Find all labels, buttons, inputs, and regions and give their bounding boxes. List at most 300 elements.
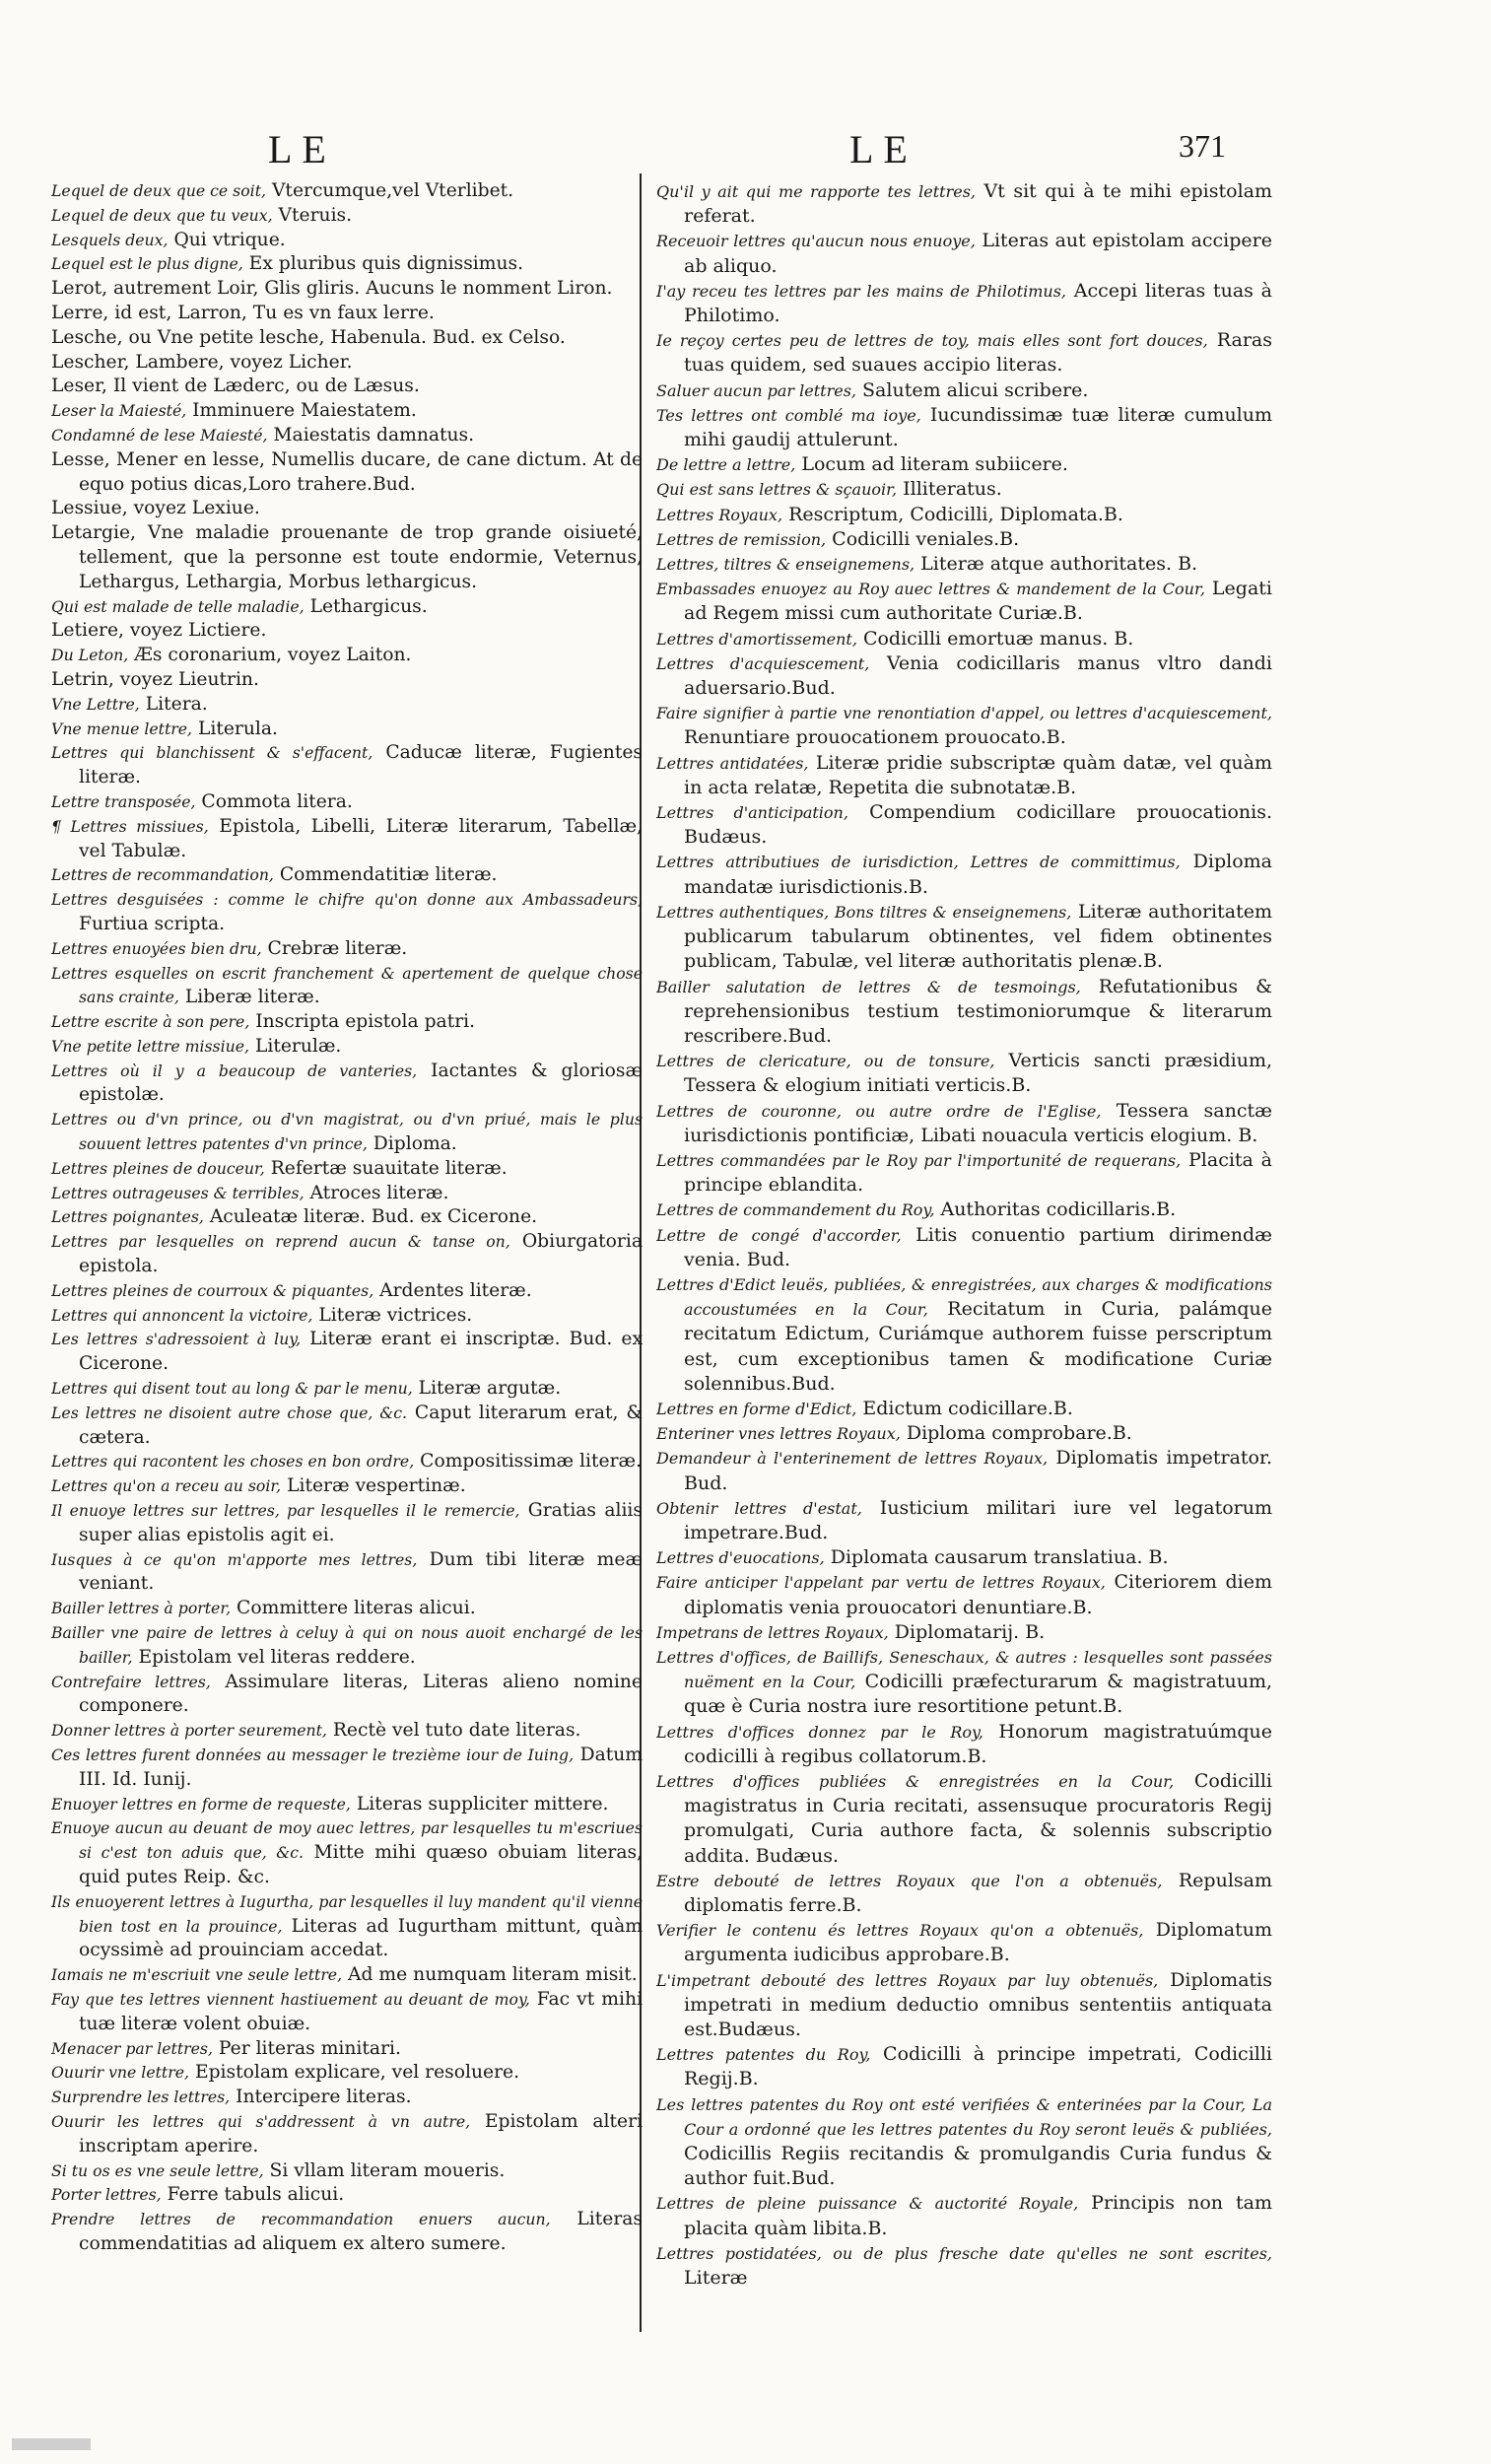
latin-translation: Lessiue, voyez Lexiue. — [51, 498, 260, 519]
dictionary-entry — [51, 2061, 643, 2086]
dictionary-entry — [51, 668, 643, 693]
french-phrase: ¶ Lettres missiues, — [51, 816, 209, 836]
latin-translation: Ferre tabuls alicui. — [161, 2184, 345, 2206]
dictionary-entry — [51, 1988, 643, 2037]
dictionary-entry — [51, 252, 643, 277]
latin-translation: Literæ pridie subscriptæ quàm datæ, vel quàm in acta relatæ, Repetita die subnotatæ.B. — [684, 751, 1272, 798]
french-phrase: Ils enuoyerent lettres à Iugurtha, par lesquelles il luy mandent qu'il vienne bien tost en la prouince, — [51, 1891, 643, 1936]
latin-translation: Recitatum in Curia, palámque recitatum Edictum, Curiámque authorem fuisse perscriptum est, cum exceptionibus tamen & modificatione Curiæ solennibus.Bud. — [684, 1298, 1272, 1395]
latin-translation: Repulsam diplomatis ferre.B. — [684, 1869, 1272, 1917]
dictionary-entry — [656, 900, 1272, 975]
dictionary-entry — [51, 1671, 643, 1720]
dictionary-entry — [51, 497, 643, 521]
dictionary-entry — [51, 2208, 643, 2257]
french-phrase: Les lettres s'adressoient à luy, — [51, 1330, 302, 1349]
french-phrase: Lettres, tiltres & enseignemens, — [656, 555, 915, 575]
latin-translation: Literas suppliciter mittere. — [350, 1793, 609, 1814]
latin-translation: Principis non tam placita quàm libita.B. — [684, 2192, 1272, 2239]
french-phrase: Les lettres ne disoient autre chose que, &c. — [51, 1403, 408, 1422]
french-phrase: Vne Lettre, — [51, 694, 140, 714]
latin-translation: Vtercumque,vel Vterlibet. — [266, 180, 514, 201]
latin-translation: Lescher, Lambere, voyez Licher. — [51, 351, 353, 373]
french-phrase: Lettres de recommandation, — [51, 865, 274, 885]
french-phrase: Bailler vne paire de lettres à celuy à qui on nous auoit enchargé de les bailler, — [51, 1623, 643, 1667]
latin-translation: Per literas minitari. — [212, 2037, 401, 2059]
dictionary-entry — [51, 521, 643, 594]
french-phrase: Lettres d'offices, de Baillifs, Seneschaux, & autres : lesquelles sont passées nuëment en la Cour, — [656, 1647, 1272, 1692]
french-phrase: Lettres qui blanchissent & s'effacent, — [51, 743, 373, 763]
french-phrase: Porter lettres, — [51, 2185, 162, 2205]
latin-translation: Commendatitiæ literæ. — [273, 864, 498, 886]
latin-translation: Diplomata causarum translatiua. B. — [824, 1546, 1169, 1569]
left-running-head: LE — [268, 127, 336, 171]
right-column — [656, 179, 1272, 2338]
french-phrase: Lesquels deux, — [51, 230, 169, 249]
french-phrase: Lequel est le plus digne, — [51, 254, 243, 274]
french-phrase: Lettre escrite à son pere, — [51, 1012, 250, 1032]
latin-translation: Committere literas alicui. — [231, 1598, 476, 1619]
dictionary-entry — [656, 1446, 1272, 1495]
french-phrase: Ouurir vne lettre, — [51, 2063, 189, 2083]
latin-translation: Datum III. Id. Iunij. — [79, 1745, 643, 1790]
french-phrase: Enuoye aucun au deuant de moy auec lettres, par lesquelles tu m'escriues si c'est ton aduis que, &c. — [51, 1818, 643, 1863]
dictionary-entry — [51, 204, 643, 229]
dictionary-entry — [656, 527, 1272, 552]
latin-translation: Iactantes & gloriosæ epistolæ. — [79, 1060, 643, 1106]
latin-translation: Intercipere literas. — [230, 2087, 412, 2108]
french-phrase: Qui est malade de telle maladie, — [51, 596, 305, 616]
dictionary-entry — [51, 2183, 643, 2208]
latin-translation: Caducæ literæ, Fugientes literæ. — [79, 742, 643, 788]
dictionary-entry — [656, 1570, 1272, 1619]
dictionary-entry — [51, 619, 643, 644]
dictionary-entry — [656, 850, 1272, 899]
french-phrase: Lettres attributiues de iurisdiction, Lettres de committimus, — [656, 853, 1181, 872]
latin-translation: Letiere, voyez Lictiere. — [51, 620, 267, 642]
dictionary-entry — [656, 503, 1272, 527]
dictionary-entry — [656, 552, 1272, 577]
latin-translation: Maiestatis damnatus. — [267, 424, 475, 445]
latin-translation: Fac vt mihi tuæ literæ volent obuiæ. — [79, 1988, 643, 2034]
french-phrase: Fay que tes lettres viennent hastiuement au deuant de moy, — [51, 1989, 530, 2009]
dictionary-entry — [51, 1035, 643, 1060]
french-phrase: Obtenir lettres d'estat, — [656, 1498, 862, 1518]
dictionary-entry — [656, 2092, 1272, 2192]
latin-translation: Tessera sanctæ iurisdictionis pontificiæ, Libati nouacula verticis elogium. B. — [684, 1099, 1272, 1146]
dictionary-entry — [656, 1099, 1272, 1148]
dictionary-entry — [656, 1720, 1272, 1769]
dictionary-entry — [51, 1499, 643, 1548]
right-running-head: LE — [849, 127, 917, 171]
dictionary-entry — [51, 1816, 643, 1889]
latin-translation: Diplomatis impetrator. Bud. — [684, 1447, 1272, 1494]
french-phrase: Il enuoye lettres sur lettres, par lesquelles il le remercie, — [51, 1501, 520, 1521]
latin-translation: Atroces literæ. — [304, 1182, 449, 1203]
latin-translation: Inscripta epistola patri. — [249, 1011, 476, 1033]
french-phrase: Lettres postidatées, ou de plus fresche date qu'elles ne sont escrites, — [656, 2243, 1272, 2263]
latin-translation: Authoritas codicillaris.B. — [934, 1198, 1177, 1221]
french-phrase: Enteriner vnes lettres Royaux, — [656, 1424, 901, 1444]
french-phrase: Lettres qu'on a receu au soir, — [51, 1476, 282, 1496]
dictionary-entry — [51, 1010, 643, 1035]
dictionary-entry — [51, 937, 643, 962]
french-phrase: Lettres de commandement du Roy, — [656, 1200, 935, 1220]
dictionary-entry — [51, 962, 643, 1011]
latin-translation: Litis conuentio partium dirimendæ venia. Bud. — [684, 1223, 1272, 1270]
french-phrase: Embassades enuoyez au Roy auec lettres & mandement de la Cour, — [656, 580, 1205, 599]
dictionary-entry — [51, 448, 643, 498]
french-phrase: Lettres d'euocations, — [656, 1548, 825, 1568]
french-phrase: Les lettres patentes du Roy ont esté verifiées & enterinées par la Cour, La Cour a ordonné que les lettres patentes du Roy seront leuës & publiées, — [656, 2094, 1272, 2139]
french-phrase: Lettres d'Edict leuës, publiées, & enregistrées, aux charges & modifications accoustumées en la Cour, — [656, 1274, 1272, 1320]
dictionary-entry — [51, 1793, 643, 1817]
dictionary-entry — [656, 1272, 1272, 1397]
dictionary-entry — [51, 2037, 643, 2062]
latin-translation: Diploma comprobare.B. — [900, 1422, 1132, 1445]
latin-translation: Leser, Il vient de Læderc, ou de Læsus. — [51, 376, 420, 397]
dictionary-entry — [51, 1328, 643, 1377]
latin-translation: Æs coronarium, voyez Laiton. — [128, 645, 412, 666]
latin-translation: Raras tuas quidem, sed suaues accipio literas. — [684, 329, 1272, 376]
french-phrase: Lettres qui racontent les choses en bon ordre, — [51, 1452, 415, 1472]
latin-translation: Codicilli veniales.B. — [826, 527, 1020, 550]
french-phrase: Lequel de deux que ce soit, — [51, 181, 266, 200]
french-phrase: Lettres patentes du Roy, — [656, 2045, 871, 2065]
latin-translation: Literas aut epistolam accipere ab aliquo. — [684, 230, 1272, 277]
latin-translation: Citeriorem diem diplomatis venia prouocatori denuntiare.B. — [684, 1571, 1272, 1618]
latin-translation: Assimulare literas, Literas alieno nomine componere. — [79, 1671, 643, 1717]
latin-translation: Diplomatarij. B. — [888, 1620, 1046, 1643]
french-phrase: Lequel de deux que tu veux, — [51, 205, 273, 225]
latin-translation: Vt sit qui à te mihi epistolam referat. — [684, 180, 1272, 228]
french-phrase: Lettres desguisées : comme le chifre qu'on donne aux Ambassadeurs, — [51, 890, 643, 910]
french-phrase: Iamais ne m'escriuit vne seule lettre, — [51, 1965, 343, 1985]
french-phrase: Saluer aucun par lettres, — [656, 380, 856, 400]
french-phrase: Lettres poignantes, — [51, 1207, 204, 1227]
latin-translation: Letargie, Vne maladie prouenante de trop grande oisiueté, tellement, que la personne est toute endormie, Veternus, Lethargus, Lethargia, Morbus lethargicus. — [51, 522, 643, 592]
french-phrase: Qui est sans lettres & sçauoir, — [656, 480, 898, 500]
french-phrase: Lettres de clericature, ou de tonsure, — [656, 1052, 995, 1071]
french-phrase: De lettre a lettre, — [656, 455, 796, 475]
french-phrase: Impetrans de lettres Royaux, — [656, 1622, 889, 1642]
dictionary-entry — [656, 179, 1272, 229]
latin-translation: Diplomatis impetrati in medium deductio omnibus sententiis antiquata est.Budæus. — [684, 1968, 1272, 2041]
dictionary-entry — [656, 1148, 1272, 1198]
french-phrase: Lettres authentiques, Bons tiltres & enseignemens, — [656, 902, 1072, 922]
dictionary-entry — [51, 1402, 643, 1451]
french-phrase: Lettres antidatées, — [656, 753, 809, 773]
dictionary-entry — [656, 701, 1272, 750]
latin-translation: Literæ victrices. — [312, 1304, 473, 1326]
french-phrase: Lettres ou d'vn prince, ou d'vn magistrat, ou d'vn priué, mais le plus souuent lettres patentes d'vn prince, — [51, 1110, 643, 1154]
french-phrase: Lettres qui disent tout au long & par le menu, — [51, 1379, 413, 1399]
french-phrase: Menacer par lettres, — [51, 2038, 213, 2058]
dictionary-entry — [51, 888, 643, 937]
latin-translation: Commota litera. — [195, 790, 353, 812]
latin-translation: Iucundissimæ tuæ literæ cumulum mihi gaudij attulerunt. — [684, 403, 1272, 451]
latin-translation: Aculeatæ literæ. Bud. ex Cicerone. — [203, 1206, 538, 1228]
latin-translation: Salutem alicui scribere. — [856, 378, 1089, 401]
latin-translation: Venia codicillaris manus vltro dandi aduersario.Bud. — [684, 651, 1272, 700]
latin-translation: Litera. — [139, 693, 208, 715]
french-phrase: Lettres commandées par le Roy par l'importunité de requerans, — [656, 1150, 1182, 1170]
dictionary-entry — [656, 378, 1272, 403]
french-phrase: Surprendre les lettres, — [51, 2088, 231, 2107]
latin-translation: Renuntiare prouocationem prouocato.B. — [684, 726, 1066, 749]
french-phrase: Receuoir lettres qu'aucun nous enuoye, — [656, 232, 976, 251]
dictionary-entry — [656, 1049, 1272, 1098]
dictionary-entry — [656, 975, 1272, 1050]
latin-translation: Literas ad Iugurtham mittunt, quàm ocyssimè ad prouinciam accedat. — [79, 1915, 643, 1961]
dictionary-entry — [51, 229, 643, 253]
dictionary-entry — [51, 375, 643, 399]
dictionary-entry — [51, 595, 643, 620]
dictionary-entry — [51, 2110, 643, 2159]
latin-translation: Vteruis. — [272, 204, 353, 226]
latin-translation: Refutationibus & reprehensionibus testium testimoniorumque & literarum rescribere.Bud. — [684, 975, 1272, 1047]
french-phrase: Ie reçoy certes peu de lettres de toy, mais elles sont fort douces, — [656, 331, 1208, 351]
dictionary-entry — [51, 1182, 643, 1206]
dictionary-entry — [51, 1890, 643, 1963]
dictionary-entry — [51, 718, 643, 742]
dictionary-entry — [51, 1205, 643, 1230]
dictionary-entry — [51, 1450, 643, 1474]
latin-translation: Literæ argutæ. — [412, 1378, 562, 1400]
french-phrase: Lettres enuoyées bien dru, — [51, 938, 262, 958]
running-header — [0, 126, 1491, 175]
latin-translation: Literas commendatitias ad aliquem ex altero sumere. — [79, 2209, 643, 2254]
dictionary-entry — [51, 1377, 643, 1402]
french-phrase: Estre debouté de lettres Royaux que l'on a obtenuës, — [656, 1871, 1163, 1890]
french-phrase: Ces lettres furent données au messager le trezième iour de Iuing, — [51, 1745, 575, 1764]
latin-translation: Codicilli magistratus in Curia recitati, assensuque procuratoris Regij promulgati, Curia authore facta, & solennis subscriptio addita. Budæus. — [684, 1770, 1272, 1867]
dictionary-entry — [656, 1496, 1272, 1545]
latin-translation: Epistolam vel literas reddere. — [132, 1646, 416, 1668]
latin-translation: Verticis sancti præsidium, Tessera & elogium initiati verticis.B. — [684, 1050, 1272, 1097]
french-phrase: Faire signifier à partie vne renontiation d'appel, ou lettres d'acquiescement, — [656, 704, 1272, 723]
french-phrase: Donner lettres à porter seurement, — [51, 1721, 327, 1741]
dictionary-entry — [656, 1769, 1272, 1869]
dictionary-entry — [656, 452, 1272, 477]
latin-translation: Literæ erant ei inscriptæ. Bud. ex Cicerone. — [79, 1329, 643, 1375]
dictionary-entry — [51, 424, 643, 448]
latin-translation: Placita à principe eblandita. — [684, 1148, 1272, 1197]
french-phrase: I'ay receu tes lettres par les mains de Philotimus, — [656, 281, 1066, 301]
latin-translation: Si vllam literam moueris. — [263, 2159, 506, 2181]
latin-translation: Literæ vespertinæ. — [281, 1475, 466, 1497]
latin-translation: Refertæ suauitate literæ. — [264, 1157, 508, 1179]
dictionary-entry — [656, 1645, 1272, 1720]
french-phrase: Demandeur à l'enterinement de lettres Royaux, — [656, 1449, 1049, 1469]
dictionary-entry — [656, 1869, 1272, 1918]
french-phrase: Verifier le contenu és lettres Royaux qu'on a obtenuës, — [656, 1921, 1144, 1941]
latin-translation: Literæ authoritatem publicarum tabularum obtinentes, vel fidem obtinentes publicam, Tabulæ, vel literæ authoritatis plenæ.B. — [684, 900, 1272, 973]
latin-translation: Literæ atque authoritates. B. — [915, 553, 1198, 576]
french-phrase: Vne petite lettre missiue, — [51, 1036, 249, 1056]
dictionary-entry — [51, 2086, 643, 2110]
french-phrase: Lettres où il y a beaucoup de vanteries, — [51, 1061, 418, 1080]
latin-translation: Illiteratus. — [897, 478, 1002, 501]
dictionary-entry — [51, 741, 643, 790]
french-phrase: Bailler salutation de lettres & de tesmoings, — [656, 977, 1081, 996]
dictionary-entry — [51, 644, 643, 668]
latin-translation: Diploma mandatæ iurisdictionis.B. — [684, 851, 1272, 898]
latin-translation: Ardentes literæ. — [373, 1279, 532, 1301]
french-phrase: Lettres esquelles on escrit franchement & apertement de quelque chose sans crainte, — [51, 963, 643, 1007]
latin-translation: Dum tibi literæ meæ veniant. — [79, 1548, 643, 1595]
dictionary-entry — [51, 1744, 643, 1793]
dictionary-entry — [656, 2191, 1272, 2240]
latin-translation: Lerre, id est, Larron, Tu es vn faux lerre. — [51, 302, 435, 323]
dictionary-entry — [51, 2159, 643, 2184]
french-phrase: Lettres d'acquiescement, — [656, 653, 870, 673]
dictionary-entry — [656, 477, 1272, 502]
dictionary-entry — [656, 2042, 1272, 2091]
dictionary-entry — [51, 1597, 643, 1621]
latin-translation: Qui vtrique. — [168, 229, 286, 250]
french-phrase: Vne menue lettre, — [51, 719, 193, 738]
latin-translation: Ad me numquam literam misit. — [342, 1964, 638, 1986]
dictionary-entry — [51, 399, 643, 424]
left-column — [51, 179, 643, 2338]
latin-translation: Obiurgatoria epistola. — [79, 1231, 643, 1277]
french-phrase: Bailler lettres à porter, — [51, 1599, 232, 1618]
french-phrase: Lettres de remission, — [656, 529, 827, 549]
french-phrase: Lettre de congé d'accorder, — [656, 1225, 902, 1245]
dictionary-entry — [51, 277, 643, 302]
french-phrase: Tes lettres ont comblé ma ioye, — [656, 405, 921, 425]
dictionary-entry — [656, 751, 1272, 800]
dictionary-entry — [656, 403, 1272, 452]
dictionary-entry — [656, 328, 1272, 377]
latin-translation: Locum ad literam subiicere. — [795, 453, 1068, 476]
latin-translation: Codicilli præfecturarum & magistratuum, quæ è Curia nostra iure resortitione petunt.B. — [684, 1671, 1272, 1718]
scan-margin-mark — [12, 2438, 91, 2450]
latin-translation: Legati ad Regem missi cum authoritate Curiæ.B. — [684, 578, 1272, 625]
latin-translation: Codicillis Regiis recitandis & promulgandis Curia fundus & author fuit.Bud. — [684, 2143, 1272, 2190]
latin-translation: Imminuere Maiestatem. — [186, 400, 417, 422]
latin-translation: Ex pluribus quis dignissimus. — [242, 253, 524, 275]
french-phrase: Iusques à ce qu'on m'apporte mes lettres, — [51, 1549, 418, 1569]
french-phrase: Lettres en forme d'Edict, — [656, 1399, 857, 1418]
dictionary-entry — [51, 790, 643, 815]
dictionary-entry — [51, 863, 643, 888]
latin-translation: Accepi literas tuas à Philotimo. — [684, 279, 1272, 327]
latin-translation: Lethargicus. — [304, 595, 428, 617]
french-phrase: Lettres d'amortissement, — [656, 629, 857, 649]
dictionary-entry — [51, 1230, 643, 1279]
latin-translation: Mitte mihi quæso obuiam literas, quid putes Reip. &c. — [79, 1842, 643, 1887]
latin-translation: Literula. — [192, 718, 278, 739]
page-number: 371 — [1179, 128, 1226, 164]
dictionary-entry — [656, 1421, 1272, 1446]
dictionary-entry — [656, 1545, 1272, 1570]
latin-translation: Diplomatum argumenta iudicibus approbare.B. — [684, 1919, 1272, 1966]
latin-translation: Codicilli à principe impetrati, Codicilli Regij.B. — [684, 2043, 1272, 2090]
french-phrase: Lettre transposée, — [51, 791, 196, 811]
latin-translation: Crebræ literæ. — [261, 937, 408, 959]
dictionary-entry — [51, 1279, 643, 1304]
dictionary-entry — [656, 800, 1272, 850]
latin-translation: Literulæ. — [249, 1035, 342, 1057]
latin-translation: Compositissimæ literæ. — [414, 1451, 643, 1472]
french-phrase: Faire anticiper l'appelant par vertu de lettres Royaux, — [656, 1573, 1106, 1593]
latin-translation: Honorum magistratuúmque codicilli à regibus collatorum.B. — [684, 1720, 1272, 1767]
latin-translation: Gratias aliis super alias epistolis agit ei. — [79, 1500, 643, 1545]
latin-translation: Rectè vel tuto date literas. — [326, 1720, 581, 1742]
dictionary-entry — [51, 351, 643, 376]
french-phrase: Ouurir les lettres qui s'addressent à vn autre, — [51, 2111, 471, 2131]
latin-translation: Lesche, ou Vne petite lesche, Habenula. Bud. ex Celso. — [51, 326, 566, 348]
dictionary-entry — [51, 1621, 643, 1671]
dictionary-entry — [51, 1157, 643, 1182]
french-phrase: Lettres de pleine puissance & auctorité Royale, — [656, 2194, 1079, 2214]
dictionary-entry — [656, 1198, 1272, 1222]
dictionary-entry — [51, 1719, 643, 1744]
latin-translation: Epistola, Libelli, Literæ literarum, Tabellæ, vel Tabulæ. — [79, 815, 643, 861]
french-phrase: Lettres pleines de courroux & piquantes, — [51, 1280, 374, 1300]
dictionary-entry — [656, 651, 1272, 701]
dictionary-entry — [656, 1223, 1272, 1272]
dictionary-entry — [51, 1474, 643, 1499]
french-phrase: L'impetrant debouté des lettres Royaux par luy obtenuës, — [656, 1970, 1159, 1990]
french-phrase: Si tu os es vne seule lettre, — [51, 2160, 264, 2180]
dictionary-entry — [51, 1060, 643, 1109]
latin-translation: Lesse, Mener en lesse, Numellis ducare, de cane dictum. At de equo potius dicas,Loro trahere.Bud. — [51, 448, 643, 495]
dictionary-entry — [51, 693, 643, 718]
dictionary-entry — [656, 279, 1272, 328]
french-phrase: Lettres d'offices publiées & enregistrées en la Cour, — [656, 1772, 1175, 1791]
dictionary-entry — [656, 2241, 1272, 2291]
french-phrase: Contrefaire lettres, — [51, 1672, 211, 1691]
french-phrase: Lettres d'anticipation, — [656, 803, 848, 823]
french-phrase: Enuoyer lettres en forme de requeste, — [51, 1794, 351, 1814]
french-phrase: Qu'il y ait qui me rapporte tes lettres, — [656, 182, 976, 201]
dictionary-entry — [656, 1397, 1272, 1421]
french-phrase: Lettres de couronne, ou autre ordre de l'Eglise, — [656, 1101, 1102, 1121]
french-phrase: Lettres Royaux, — [656, 505, 783, 524]
french-phrase: Lettres par lesquelles on reprend aucun & tanse on, — [51, 1232, 510, 1252]
latin-translation: Caput literarum erat, & cætera. — [79, 1402, 643, 1448]
latin-translation: Liberæ literæ. — [178, 987, 320, 1008]
french-phrase: Lettres d'offices donnez par le Roy, — [656, 1722, 984, 1742]
dictionary-entry — [51, 302, 643, 326]
latin-translation: Furtiua scripta. — [79, 913, 226, 934]
latin-translation: Codicilli emortuæ manus. B. — [856, 627, 1134, 650]
dictionary-entry — [51, 179, 643, 204]
dictionary-entry — [51, 1304, 643, 1329]
dictionary-entry — [51, 1548, 643, 1598]
latin-translation: Compendium codicillare prouocationis. Budæus. — [684, 801, 1272, 849]
latin-translation: Letrin, voyez Lieutrin. — [51, 668, 259, 690]
french-phrase: Leser la Maiesté, — [51, 401, 187, 421]
dictionary-entry — [656, 1620, 1272, 1645]
latin-translation: Edictum codicillare.B. — [856, 1397, 1073, 1419]
latin-translation: Lerot, autrement Loir, Glis gliris. Aucuns le nomment Liron. — [51, 278, 613, 300]
french-phrase: Condamné de lese Maiesté, — [51, 425, 268, 445]
french-phrase: Lettres qui annoncent la victoire, — [51, 1305, 313, 1325]
latin-translation: Diploma. — [367, 1133, 457, 1155]
dictionary-entry — [656, 1918, 1272, 1967]
dictionary-entry — [51, 815, 643, 864]
dictionary-entry — [51, 326, 643, 351]
dictionary-entry — [656, 229, 1272, 278]
dictionary-entry — [51, 1108, 643, 1157]
dictionary-entry — [51, 1963, 643, 1988]
french-phrase: Lettres outrageuses & terribles, — [51, 1183, 305, 1202]
dictionary-entry — [656, 627, 1272, 651]
french-phrase: Prendre lettres de recommandation enuers aucun, — [51, 2210, 551, 2229]
